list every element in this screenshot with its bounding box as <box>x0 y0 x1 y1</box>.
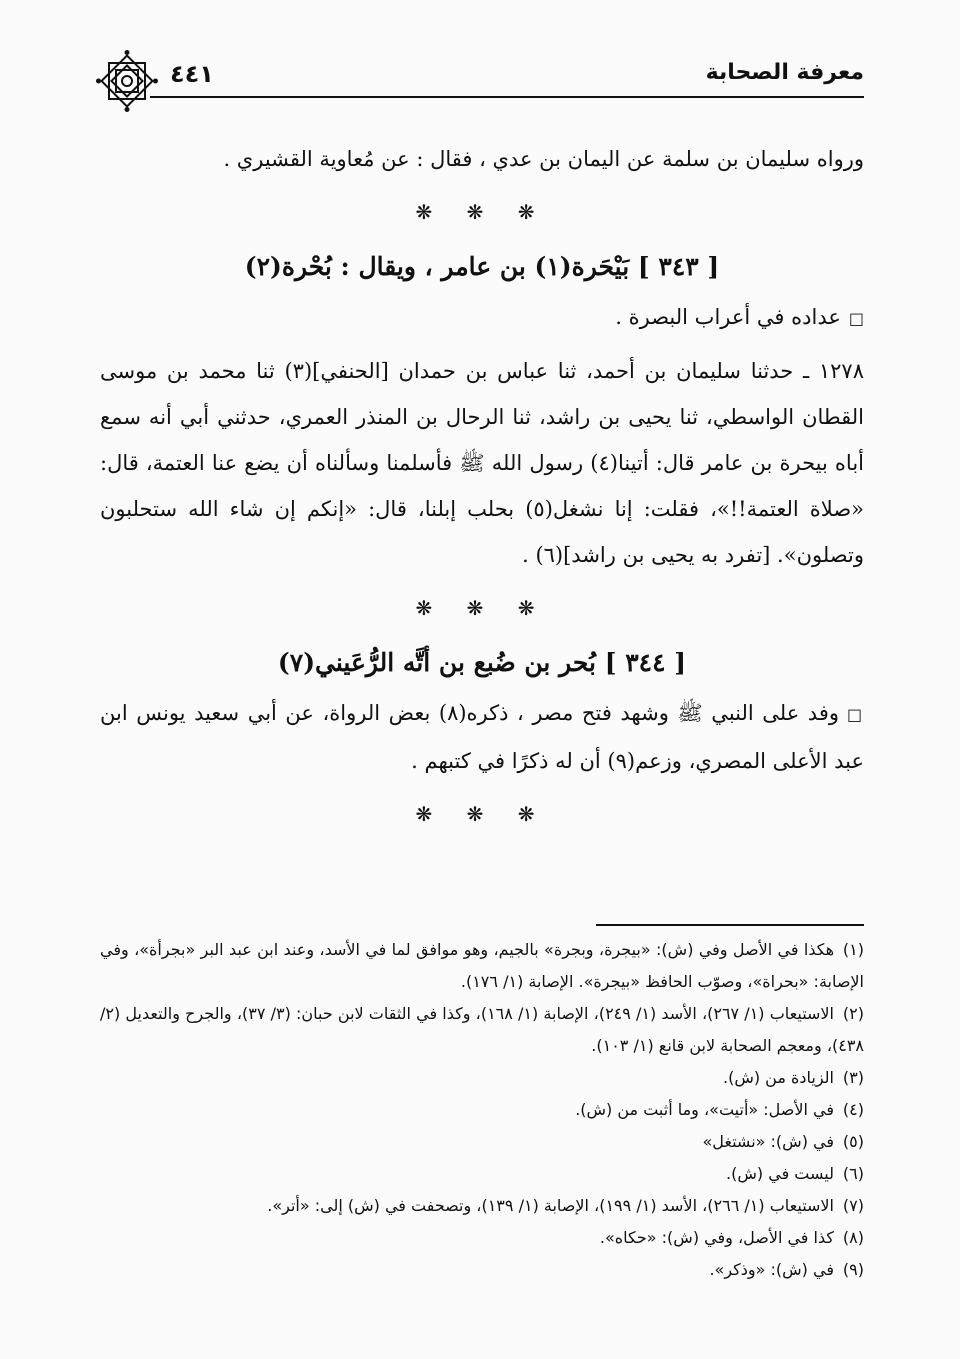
hadith-1278: ١٢٧٨ ـ حدثنا سليمان بن أحمد، ثنا عباس بن حمدان [الحنفي](٣) ثنا محمد بن موسى القطان الواسطي، ثنا يحيى بن راشد، ثنا الرحال بن المنذر العمري، حدثني أبي أنه سمع أباه بيحرة بن عامر قال: أتينا(٤) رسول الله ﷺ فأسلمنا وسألناه أن يضع عنا العتمة، قال: «صلاة العتمة!!»، فقلت: إنا نشغل(٥) بحلب إبلنا، قال: «إنكم إن شاء الله ستحلبون وتصلون». [تفرد به يحيى بن راشد](٦) . <box>100 359 865 567</box>
entry-title-344: [ ٣٤٤ ] بُحر بن ضُبع بن أتَّه الرُّعَيني(٧) <box>277 648 687 677</box>
entry-note-343: □عداده في أعراب البصرة . <box>615 305 864 329</box>
box-bullet-icon: □ <box>847 705 864 724</box>
footnote: (١)هكذا في الأصل وفي (ش): «بيجرة، وبجرة» بالجيم، وهو موافق لما في الأسد، وعند ابن عبد البر «بجرأة»، وفي الإصابة: «بحراة»، وصوّب الحافظ «بيجرة». الإصابة (١/ ١٧٦). <box>100 940 864 991</box>
entry-note-344: □وفد على النبي ﷺ وشهد فتح مصر ، ذكره(٨) بعض الرواة، عن أبي سعيد يونس ابن عبد الأعلى المصري، وزعم(٩) أن له ذكرًا في كتبهم . <box>100 701 864 773</box>
section-separator: ❋ ❋ ❋ <box>415 596 549 620</box>
box-bullet-icon: □ <box>848 309 864 328</box>
footnote: (٧)الاستيعاب (١/ ٢٦٦)، الأسد (١/ ١٩٩)، الإصابة (١/ ١٣٩)، وتصحفت في (ش) إلى: «أتر». <box>267 1196 864 1215</box>
footnote: (٨)كذا في الأصل، وفي (ش): «حكاه». <box>599 1228 864 1247</box>
octagram-ornament-icon <box>96 50 158 112</box>
entry-title-343: [ ٣٤٣ ] بَيْحَرة(١) بن عامر ، ويقال : بُحْرة(٢) <box>244 252 720 281</box>
page-header <box>96 58 864 98</box>
section-separator: ❋ ❋ ❋ <box>415 802 549 826</box>
footnote: (٣)الزيادة من (ش). <box>722 1068 864 1087</box>
intro-line: ورواه سليمان بن سلمة عن اليمان بن عدي ، فقال : عن مُعاوية القشيري . <box>223 147 864 171</box>
footnote-rule <box>596 924 864 926</box>
footnote: (٢)الاستيعاب (١/ ٢٦٧)، الأسد (١/ ٢٤٩)، الإصابة (١/ ١٦٨)، وكذا في الثقات لابن حبان: (٣/ ٣٧)، والجرح والتعديل (٢/ ٤٣٨)، ومعجم الصحابة لابن قانع (١/ ١٠٣). <box>100 1004 864 1055</box>
footnote: (٥)في (ش): «نشتغل» <box>702 1132 864 1151</box>
footnote: (٩)في (ش): «وذكر». <box>709 1260 864 1279</box>
header-rule <box>150 96 864 98</box>
section-separator: ❋ ❋ ❋ <box>415 200 549 224</box>
footnote: (٤)في الأصل: «أتيت»، وما أثبت من (ش). <box>575 1100 864 1119</box>
footnotes <box>100 934 864 1286</box>
running-title: معرفة الصحابة <box>705 60 864 85</box>
page-number: ٤٤١ <box>170 60 214 88</box>
main-text <box>100 136 864 842</box>
footnote: (٦)ليست في (ش). <box>726 1164 864 1183</box>
